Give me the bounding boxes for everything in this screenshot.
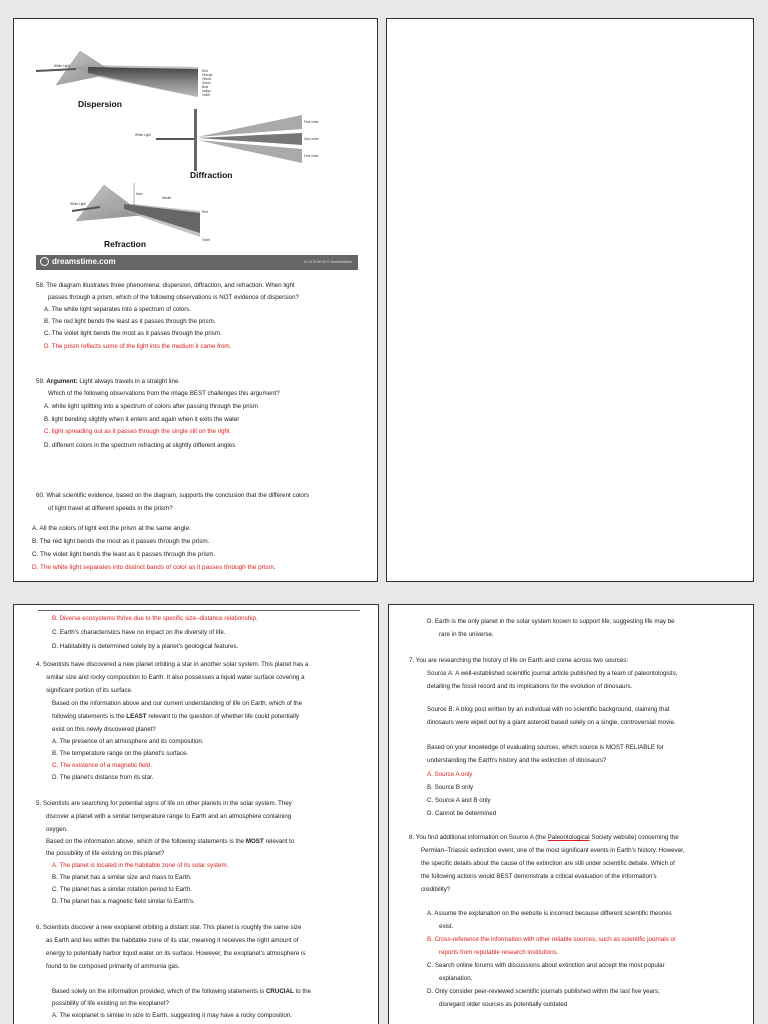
q7-option-a: A. Source A only (427, 771, 473, 778)
light-phenomena-figure (36, 33, 358, 273)
svg-text:Violet: Violet (202, 238, 210, 242)
q5-option-a: A. The planet is located in the habitable zone of its solar system. (52, 862, 229, 869)
svg-text:First order: First order (304, 154, 319, 158)
svg-text:θviolet: θviolet (162, 196, 172, 200)
svg-text:θred: θred (136, 192, 143, 196)
q3-option-d: D. Habitability is determined solely by a planet's geological features. (52, 643, 239, 650)
q8-option-c: C. Search online forums with discussions about extinction and accept the most popular (427, 962, 665, 969)
q58-option-a: A. The white light separates into a spectrum of colors. (44, 306, 192, 313)
q4-stem: 4. Scientists have discovered a new planet orbiting a star in another solar system. This planet has a (36, 661, 309, 668)
diffraction-diagram (135, 109, 320, 180)
q4-option-b: B. The temperature range on the planet's surface. (52, 750, 189, 757)
diffraction-label: Diffraction (190, 170, 233, 180)
svg-text:White Light: White Light (70, 202, 86, 206)
q5-option-d: D. The planet has a magnetic field similar to Earth's. (52, 898, 195, 905)
svg-text:Zero order: Zero order (304, 137, 319, 141)
q58-stem: 58. The diagram illustrates three phenomena: dispersion, diffraction, and refraction. When light (36, 282, 295, 289)
q6-option-d: D. Earth is the only planet in the solar system known to support life, suggesting life may be (427, 618, 675, 625)
q58-option-c: C. The violet light bends the most as it passes through the prism. (44, 330, 222, 337)
svg-text:Orange: Orange (202, 73, 213, 77)
q59-option-c: C. light spreading out as it passes through the single slit on the right (44, 428, 230, 435)
worksheet-page-3: B. Diverse ecosystems thrive due to the specific size–distance relationship. C. Earth's characteristics have no impact on the diversity of life. D. Habitability is determined solely by a planet's geological features. 4. Scientists have discovered a new planet orbiting a star in another solar system. This planet has a similar size and rocky composition to Earth. It also possesses a liquid water surface covering a significant portion of its surface. Based on the information above and our current understanding of life on Earth, which of the following statements is the LEAST relevant to the question of whether life could potentially exist on this newly discovered planet? A. The presence of an atmosphere and its composition. B. The temperature range on the planet's surface. C. The existence of a magnetic field. D. The planet's distance from its star. 5. Scientists are searching for potential signs of life on other planets in the solar system. They discover a planet with a similar temperature range to Earth and an atmosphere containing oxygen. Based on the information above, which of the following statements is the MOST relevant to the possibility of life existing on this planet? A. The planet is located in the habitable zone of its solar system. B. The planet has a similar size and mass to Earth. C. The planet has a similar rotation period to Earth. D. The planet has a magnetic field similar to Earth's. 6. Scientists discover a new exoplanet orbiting a distant star. This planet is roughly the same size as Earth and lies within the habitable zone of its star, meaning it receives the right amount of energy to potentially harbor liquid water on its surface. However, the exoplanet's atmosphere is found to be composed primarily of ammonia gas. Based solely on the information provided, which of the following statements is CRUCIAL to the possibility of life existing on the exoplanet? A. The exoplanet is similar in size to Earth, suggesting it may have a rocky composition. (13, 604, 379, 1024)
q59-option-b: B. light bending slightly when it enters and again when it exits the water (44, 416, 240, 423)
q8-option-a: A. Assume the explanation on the website is incorrect because different scientific theories (427, 910, 672, 917)
svg-text:Violet: Violet (202, 93, 210, 97)
q59-option-a: A. white light splitting into a spectrum of colors after passing through the prism (44, 403, 258, 410)
stock-watermark-bar: dreamstime.com ID 147618744 © Vectorlibellule (36, 255, 358, 270)
q59-option-d: D. different colors in the spectrum refracting at slightly different angles (44, 442, 236, 449)
worksheet-page-1: White Light Red Orange Yellow Green Blue Indigo Violet Dispersion White Light First order Zero order First order Diffraction White Light θred θviolet Red Violet Refraction dreamstime.com ID 147618744 © Vectorlibellule 58. The diagram illustrates three phenomena: dispersion, diffraction, and refraction. When light passes through a prism, which of the following observations is NOT evidence of dispersion? A. The white light separates into a spectrum of colors. B. The red light bends the least as it passes through the prism. C. The violet light bends the most as it passes through the prism. D. The prism reflects some of the light into the medium it came from. 59. Argument: Light always travels in a straight line. Which of the following observations from the image BEST challenges this argument? A. white light splitting into a spectrum of colors after passing through the prism B. light bending slightly when it enters and again when it exits the water C. light spreading out as it passes through the single slit on the right D. different colors in the spectrum refracting at slightly different angles 60. What scientific evidence, based on the diagram, supports the conclusion that the different colors of light travel at different speeds in the prism? A. All the colors of light exit the prism at the same angle. B. The red light bends the most as it passes through the prism. C. The violet light bends the least as it passes through the prism. D. The white light separates into distinct bands of color as it passes through the prism. (13, 18, 378, 582)
svg-text:Blue: Blue (202, 85, 209, 89)
dreamstime-logo-icon (40, 257, 49, 266)
svg-text:Green: Green (202, 81, 211, 85)
q8-option-d: D. Only consider peer-reviewed scientific journals published within the last five years; (427, 988, 660, 995)
refraction-label: Refraction (104, 239, 147, 249)
q6-option-a: A. The exoplanet is similar in size to Earth, suggesting it may have a rocky composition. (52, 1012, 292, 1019)
worksheet-page-2-blank (386, 18, 754, 582)
q4-option-c: C. The existence of a magnetic field. (52, 762, 152, 769)
svg-text:Indigo: Indigo (202, 89, 211, 93)
svg-text:First order: First order (304, 120, 319, 124)
q60-option-d: D. The white light separates into distinct bands of color as it passes through the prism. (32, 564, 276, 571)
worksheet-page-4: D. Earth is the only planet in the solar system known to support life, suggesting life may be rare in the universe. 7. You are researching the history of life on Earth and come across two sources: Source A: A well-established scientific journal article published by a team of paleontologists, detailing the fossil record and its implications for the evolution of dinosaurs. Source B: A blog post written by an individual with no scientific background, claiming that dinosaurs were wiped out by a giant asteroid based solely on a single, controversial movie. Based on your knowledge of evaluating sources, which source is MOST RELIABLE for understanding the Earth's history and the extinction of dinosaurs? A. Source A only B. Source B only C. Source A and B only D. Cannot be determined 8. You find additional information on Source A (the Paleontological Society website) concerning the Permian–Triassic extinction event, one of the most significant events in Earth's history. However, the specific details about the cause of the extinction are still under scientific debate. Which of the following actions would BEST demonstrate a critical evaluation of the information's credibility? A. Assume the explanation on the website is incorrect because different scientific theories exist. B. Cross-reference the information with other reliable sources, such as scientific journals or reports from reputable research institutions. C. Search online forums with discussions about extinction and accept the most popular explanation. D. Only consider peer-reviewed scientific journals published within the last five years; disregard older sources as potentially outdated (388, 604, 754, 1024)
dispersion-label: Dispersion (78, 99, 122, 109)
q59-stem: 59. Argument: Light always travels in a straight line. (36, 378, 181, 385)
q5-stem: 5. Scientists are searching for potential signs of life on other planets in the solar system. They (36, 800, 292, 807)
white-light-label: White Light (54, 64, 70, 68)
q5-option-b: B. The planet has a similar size and mass to Earth. (52, 874, 192, 881)
q60-option-b: B. The red light bends the most as it passes through the prism. (32, 538, 210, 545)
q7-option-c: C. Source A and B only (427, 797, 491, 804)
q7-source-a: Source A: A well-established scientific journal article published by a team of paleontologists, (427, 670, 678, 677)
svg-text:Yellow: Yellow (202, 77, 212, 81)
q58-option-d: D. The prism reflects some of the light into the medium it came from. (44, 343, 232, 350)
spectrum-labels (202, 69, 213, 97)
diffraction-white-light-label: White Light (135, 133, 151, 137)
q7-option-d: D. Cannot be determined (427, 810, 497, 817)
divider (38, 610, 360, 611)
q6-stem: 6. Scientists discover a new exoplanet orbiting a distant star. This planet is roughly the same size (36, 924, 302, 931)
q3-option-b: B. Diverse ecosystems thrive due to the specific size–distance relationship. (52, 615, 258, 622)
q4-option-a: A. The presence of an atmosphere and its composition. (52, 738, 204, 745)
q8-stem: 8. You find additional information on Source A (the Paleontological Society website) concerning the (409, 834, 679, 841)
q60-option-a: A. All the colors of light exit the prism at the same angle. (32, 525, 191, 532)
q60-option-c: C. The violet light bends the least as it passes through the prism. (32, 551, 216, 558)
q4-option-d: D. The planet's distance from its star. (52, 774, 154, 781)
q7-option-b: B. Source B only (427, 784, 474, 791)
q8-option-b: B. Cross-reference the information with other reliable sources, such as scientific journals or (427, 936, 676, 943)
dispersion-diagram (36, 51, 213, 109)
q7-source-b: Source B: A blog post written by an individual with no scientific background, claiming that (427, 706, 670, 713)
svg-text:Red: Red (202, 69, 208, 73)
q7-stem: 7. You are researching the history of life on Earth and come across two sources: (409, 657, 629, 664)
q3-option-c: C. Earth's characteristics have no impact on the diversity of life. (52, 629, 226, 636)
svg-text:Red: Red (202, 210, 208, 214)
q5-option-c: C. The planet has a similar rotation period to Earth. (52, 886, 192, 893)
refraction-diagram (70, 183, 210, 249)
q60-stem: 60. What scientific evidence, based on the diagram, supports the conclusion that the different colors (36, 492, 309, 499)
q58-option-b: B. The red light bends the least as it passes through the prism. (44, 318, 216, 325)
